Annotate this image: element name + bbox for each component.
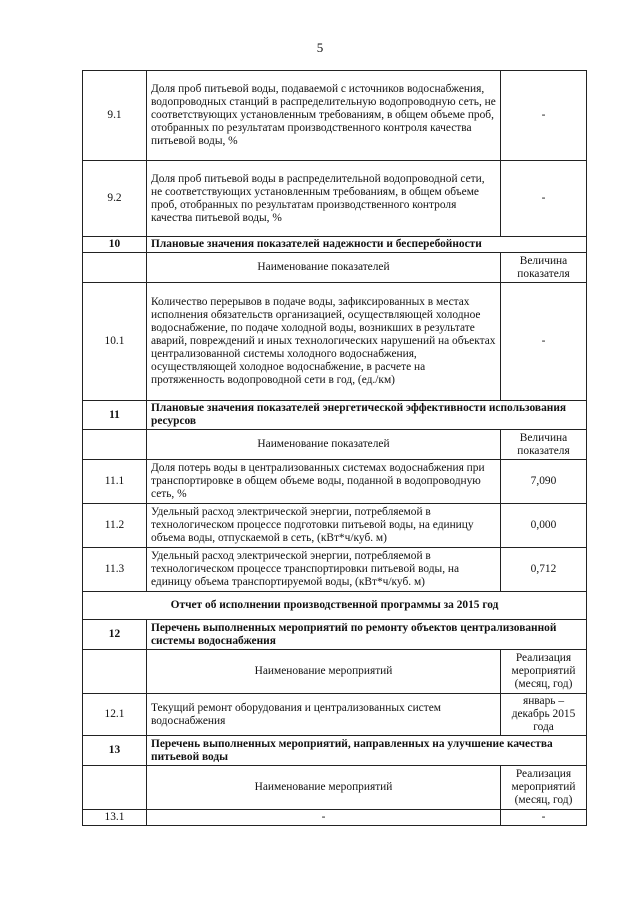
section-number: 11 — [83, 401, 147, 430]
page-number: 5 — [316, 40, 324, 55]
row-number: 10.1 — [83, 283, 147, 401]
section-row — [83, 237, 587, 253]
indicator-value: - — [501, 161, 587, 237]
row-number: 11.2 — [83, 504, 147, 548]
section-row — [83, 401, 587, 430]
indicator-name: Доля проб питьевой воды в распределительной водопроводной сети, не соответствующих установленным требованиям, в общем объеме проб, отобранных по результатам производственного контроля качества питьевой воды, % — [147, 161, 501, 237]
section-row — [83, 620, 587, 650]
section-title: Плановые значения показателей надежности и бесперебойности — [147, 237, 587, 253]
row-number: 11.3 — [83, 548, 147, 592]
column-header-name: Наименование мероприятий — [147, 650, 501, 694]
header-row — [83, 430, 587, 460]
section-number: 10 — [83, 237, 147, 253]
indicator-value: - — [501, 71, 587, 161]
empty-cell — [83, 253, 147, 283]
row-number: 12.1 — [83, 694, 147, 736]
section-title: Перечень выполненных мероприятий по ремонту объектов централизованной системы водоснабжения — [147, 620, 587, 650]
section-title: Плановые значения показателей энергетической эффективности использования ресурсов — [147, 401, 587, 430]
row-number: 11.1 — [83, 460, 147, 504]
row-number: 13.1 — [83, 810, 147, 826]
indicator-name: Доля проб питьевой воды, подаваемой с источников водоснабжения, водопроводных станций в распределительную водопроводную сеть, не соответствующих установленным требованиям, в общем объеме проб, отобранных по результатам производственного контроля качества питьевой воды, % — [147, 71, 501, 161]
table-row — [83, 548, 587, 592]
activity-period: - — [501, 810, 587, 826]
column-header-value: Реализация мероприятий (месяц, год) — [501, 650, 587, 694]
indicators-table — [82, 70, 587, 826]
table-row — [83, 161, 587, 237]
column-header-value: Реализация мероприятий (месяц, год) — [501, 766, 587, 810]
header-row — [83, 650, 587, 694]
activity-name: - — [147, 810, 501, 826]
section-number: 13 — [83, 736, 147, 766]
indicator-value: - — [501, 283, 587, 401]
column-header-name: Наименование показателей — [147, 430, 501, 460]
empty-cell — [83, 766, 147, 810]
header-row — [83, 253, 587, 283]
activity-period: январь – декабрь 2015 года — [501, 694, 587, 736]
report-title: Отчет об исполнении производственной программы за 2015 год — [83, 592, 587, 620]
row-number: 9.2 — [83, 161, 147, 237]
header-row — [83, 766, 587, 810]
indicator-value: 0,000 — [501, 504, 587, 548]
indicator-value: 7,090 — [501, 460, 587, 504]
indicator-name: Количество перерывов в подаче воды, зафиксированных в местах исполнения обязательств организацией, осуществляющей холодное водоснабжение, по подаче холодной воды, возникших в результате аварий, повреждений и иных технологических нарушений на объектах централизованной системы холодного водоснабжения, осуществляющей холодное водоснабжение, в расчете на протяженность водопроводной сети в год, (ед./км) — [147, 283, 501, 401]
column-header-value: Величина показателя — [501, 253, 587, 283]
column-header-name: Наименование мероприятий — [147, 766, 501, 810]
empty-cell — [83, 430, 147, 460]
table-row — [83, 283, 587, 401]
row-number: 9.1 — [83, 71, 147, 161]
column-header-value: Величина показателя — [501, 430, 587, 460]
table-row — [83, 460, 587, 504]
column-header-name: Наименование показателей — [147, 253, 501, 283]
empty-cell — [83, 650, 147, 694]
table-row — [83, 504, 587, 548]
section-title: Перечень выполненных мероприятий, направленных на улучшение качества питьевой воды — [147, 736, 587, 766]
indicator-name: Удельный расход электрической энергии, потребляемой в технологическом процессе транспортировки питьевой воды, на единицу объема транспортируемой воды, (кВт*ч/куб. м) — [147, 548, 501, 592]
table-row — [83, 810, 587, 826]
activity-name: Текущий ремонт оборудования и централизованных систем водоснабжения — [147, 694, 501, 736]
table-row — [83, 71, 587, 161]
table-row — [83, 694, 587, 736]
indicator-name: Доля потерь воды в централизованных системах водоснабжения при транспортировке в общем объеме воды, поданной в водопроводную сеть, % — [147, 460, 501, 504]
indicator-value: 0,712 — [501, 548, 587, 592]
indicator-name: Удельный расход электрической энергии, потребляемой в технологическом процессе подготовки питьевой воды, на единицу объема воды, отпускаемой в сеть, (кВт*ч/куб. м) — [147, 504, 501, 548]
section-number: 12 — [83, 620, 147, 650]
report-row — [83, 592, 587, 620]
section-row — [83, 736, 587, 766]
